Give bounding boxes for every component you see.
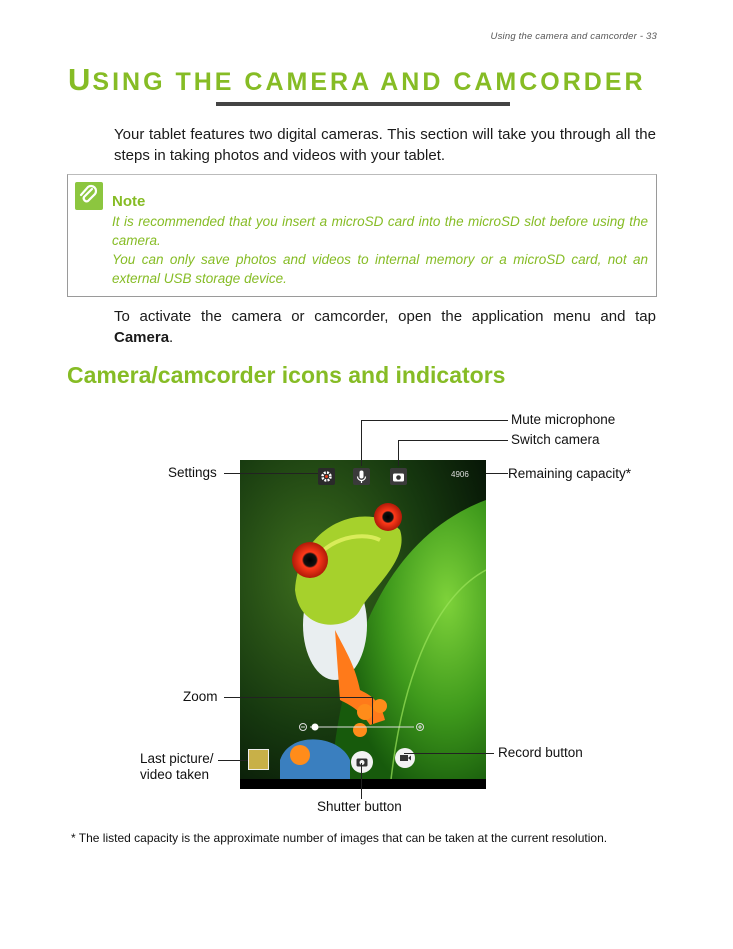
activate-end: . — [169, 329, 174, 346]
system-nav-bar — [240, 779, 486, 789]
record-callout-line — [404, 753, 494, 754]
settings-label: Settings — [168, 465, 217, 480]
remaining-capacity-label: Remaining capacity* — [508, 466, 632, 481]
video-taken-label: video taken — [140, 767, 210, 782]
title-rule — [216, 102, 510, 106]
last-picture-thumbnail[interactable] — [248, 749, 269, 770]
capacity-readout: 4906 — [451, 470, 469, 479]
settings-callout-line — [224, 473, 318, 474]
paperclip-icon — [75, 182, 103, 210]
record-button[interactable] — [395, 748, 415, 768]
record-button-label: Record button — [498, 745, 583, 760]
zoom-callout-line — [224, 697, 372, 698]
activate-text: To activate the camera or camcorder, open the application menu and tap — [114, 308, 656, 325]
last-picture-label: Last picture/ — [140, 751, 214, 766]
footnote: * The listed capacity is the approximate number of images that can be taken at the current resolution. — [71, 831, 608, 845]
switch-camera-icon[interactable] — [390, 468, 407, 485]
microphone-icon[interactable] — [353, 468, 370, 485]
title-initial: U — [68, 62, 93, 97]
note-title: Note — [112, 193, 146, 210]
mute-microphone-label: Mute microphone — [511, 412, 616, 427]
shutter-button[interactable] — [351, 751, 373, 773]
camera-app-name: Camera — [114, 329, 170, 346]
mute-callout-stem — [361, 420, 362, 466]
page-header: Using the camera and camcorder - 33 — [490, 31, 657, 42]
note-line-2: You can only save photos and videos to internal memory or a microSD card, not an external USB storage device. — [112, 252, 648, 286]
switch-camera-label: Switch camera — [511, 432, 600, 447]
frog-photo — [240, 460, 486, 789]
mute-callout-line — [361, 420, 508, 421]
settings-gear-icon[interactable] — [318, 468, 335, 485]
note-line-1: It is recommended that you insert a microSD card into the microSD slot before using the camera. — [112, 214, 648, 248]
section-heading: Camera/camcorder icons and indicators — [67, 362, 506, 388]
switch-callout-line — [398, 440, 508, 441]
zoom-callout-stem — [372, 697, 373, 724]
activate-paragraph — [114, 306, 656, 348]
title-rest: SING THE CAMERA AND CAMCORDER — [92, 68, 646, 96]
page-title — [68, 62, 646, 98]
switch-callout-stem — [398, 440, 399, 466]
shutter-button-label: Shutter button — [317, 799, 402, 814]
remaining-callout-line — [486, 473, 508, 474]
zoom-label: Zoom — [183, 689, 218, 704]
last-picture-callout-line — [218, 760, 248, 761]
zoom-slider[interactable] — [298, 720, 426, 732]
shutter-callout-line — [361, 763, 362, 799]
camera-screenshot — [240, 460, 486, 789]
intro-paragraph: Your tablet features two digital cameras. This section will take you through all the steps in taking photos and videos with your tablet. — [114, 126, 656, 164]
